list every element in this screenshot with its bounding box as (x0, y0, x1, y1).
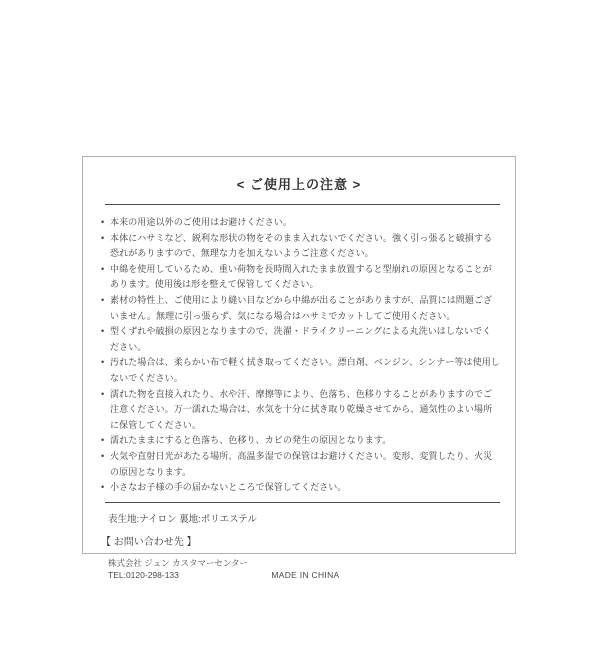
divider-bottom (105, 502, 500, 503)
notice-bullet-item: • 火気や直射日光があたる場所、高温多湿での保管はお避けください。変形、変質したり、火災の原因となります。 (102, 449, 500, 480)
notice-bullet-item: • 濡れたままにすると色落ち、色移り、カビの発生の原因となります。 (102, 433, 500, 449)
care-notice-card (82, 156, 516, 580)
notice-bullet-item: • 濡れた物を直接入れたり、水や汗、摩擦等により、色落ち、色移りすることがありますのでご注意ください。万一濡れた場合は、水気を十分に拭き取り乾燥させてから、通気性のよい場所に保管してください。 (102, 387, 500, 434)
contact-tel-row (108, 569, 500, 581)
notice-bullet-item: • 型くずれや破損の原因となりますので、洗濯・ドライクリーニングによる丸洗いはしないでください。 (102, 324, 500, 355)
notice-bullet-item: • 汚れた場合は、柔らかい布で軽く拭き取ってください。漂白剤、ベンジン、シンナー等は使用しないでください。 (102, 355, 500, 386)
notice-bullet-item: • 本体にハサミなど、鋭利な形状の物をそのまま入れないでください。強く引っ張ると破損する恐れがありますので、無理な力を加えないようご注意ください。 (102, 231, 500, 262)
notice-bullet-list (102, 215, 500, 496)
divider-top (105, 204, 500, 205)
made-in-label: MADE IN CHINA (271, 569, 340, 580)
contact-heading: 【 お問い合わせ先 】 (101, 536, 197, 548)
notice-bullet-item: • 中綿を使用しているため、重い荷物を長時間入れたまま放置すると型崩れの原因となることがあります。使用後は形を整えて保管してください。 (102, 262, 500, 293)
notice-bullet-item: • 素材の特性上、ご使用により縫い目などから中綿が出ることがありますが、品質には問題ございません。無理に引っ張らず、気になる場合はハサミでカットしてご使用ください。 (102, 293, 500, 324)
notice-bullet-item: • 本来の用途以外のご使用はお避けください。 (102, 215, 500, 231)
contact-tel: TEL:0120-298-133 (108, 569, 179, 580)
materials-line: 表生地:ナイロン 裏地:ポリエステル (108, 513, 257, 525)
notice-title: < ご使用上の注意 > (236, 177, 362, 192)
notice-bullet-item: • 小さなお子様の手の届かないところで保管してください。 (102, 480, 500, 496)
contact-company: 株式会社 ジュン カスタマーセンター (108, 557, 249, 568)
